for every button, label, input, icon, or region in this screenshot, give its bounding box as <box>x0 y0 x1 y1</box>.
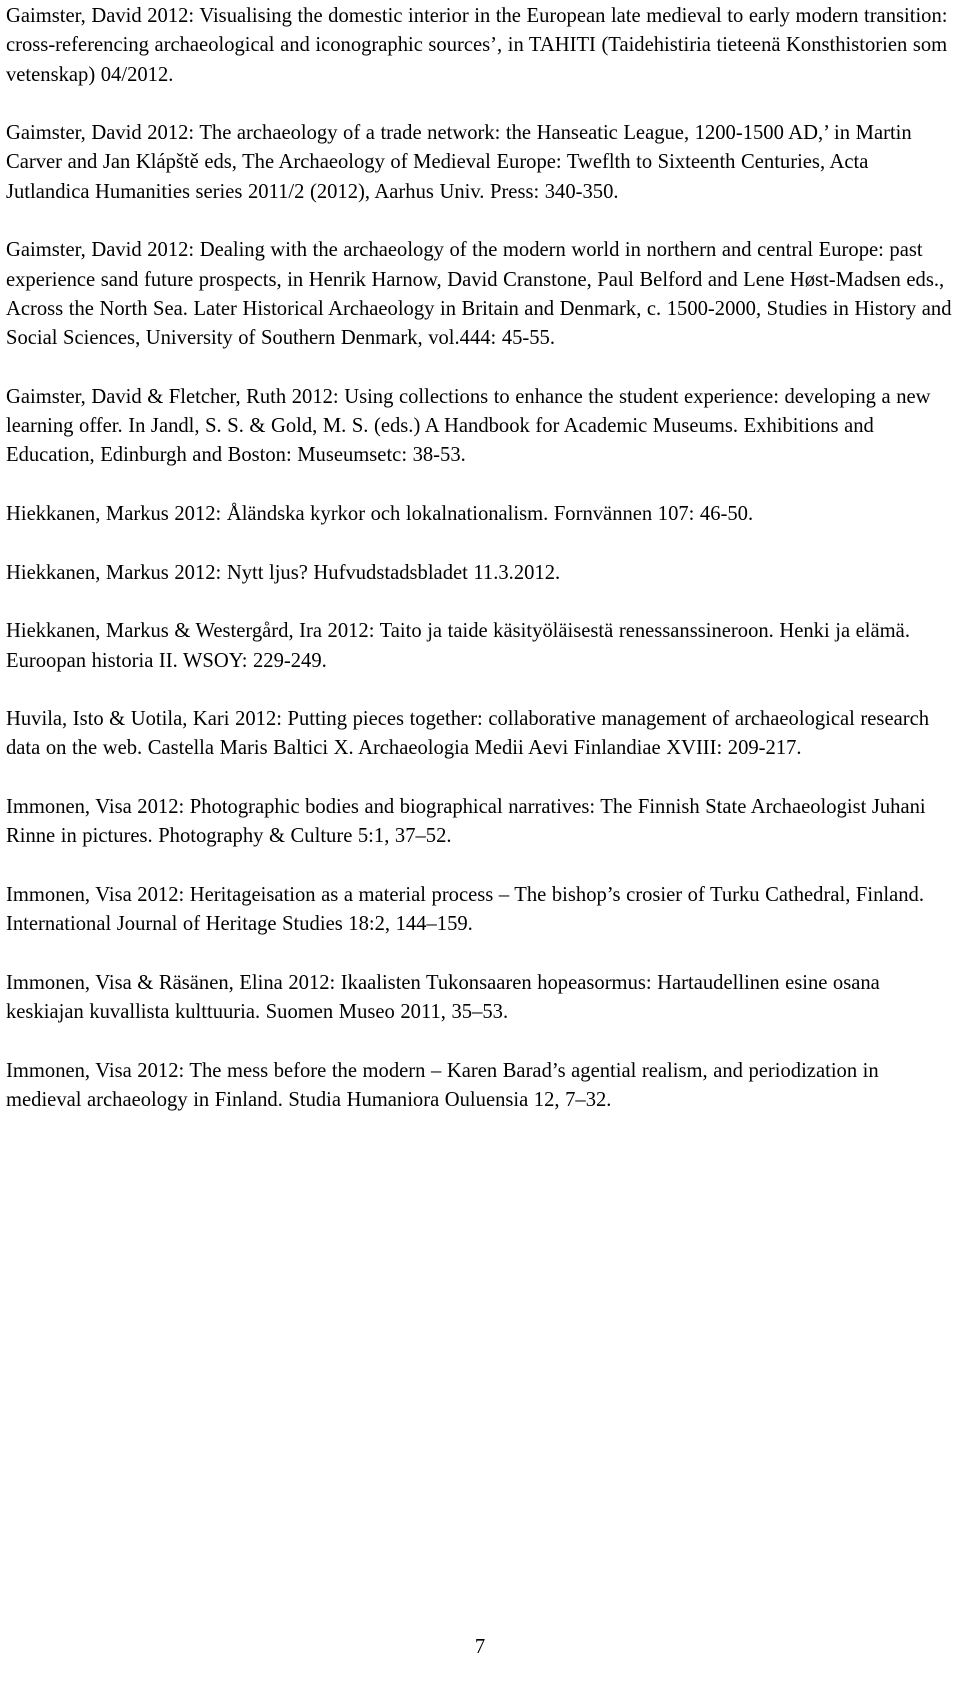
reference-entry: Gaimster, David & Fletcher, Ruth 2012: Using collections to enhance the student experience: developing a new learning offer. In Jandl, S. S. & Gold, M. S. (eds.) A Handbook for Academic Museums. Exhibitions and Education, Edinburgh and Boston: Museumsetc: 38-53. <box>6 385 931 467</box>
reference-entry: Hiekkanen, Markus 2012: Nytt ljus? Hufvudstadsbladet 11.3.2012. <box>6 561 561 584</box>
reference-entry: Hiekkanen, Markus 2012: Åländska kyrkor och lokalnationalism. Fornvännen 107: 46-50. <box>6 503 754 526</box>
reference-entry: Gaimster, David 2012: Dealing with the archaeology of the modern world in northern and central Europe: past experience sand future prospects, in Henrik Harnow, David Cranstone, Paul Belford and Lene Høst-Madsen eds., Across the North Sea. Later Historical Archaeology in Britain and Denmark, c. 1500-2000, Studies in History and Social Sciences, University of Southern Denmark, vol.444: 45-55. <box>6 239 952 350</box>
reference-entry: Gaimster, David 2012: Visualising the domestic interior in the European late medieval to early modern transition: cross-referencing archaeological and iconographic sources’, in TAHITI (Taidehistiria tieteenä Konsthistorien som vetenskap) 04/2012. <box>6 5 948 86</box>
reference-list <box>6 2 952 1145</box>
reference-entry: Gaimster, David 2012: The archaeology of a trade network: the Hanseatic League, 1200-1500 AD,’ in Martin Carver and Jan Klápště eds, The Archaeology of Medieval Europe: Tweflth to Sixteenth Centuries, Acta Jutlandica Humanities series 2011/2 (2012), Aarhus Univ. Press: 340-350. <box>6 122 912 203</box>
reference-entry: Huvila, Isto & Uotila, Kari 2012: Putting pieces together: collaborative management of archaeological research data on the web. Castella Maris Baltici X. Archaeologia Medii Aevi Finlandiae XVIII: 209-217. <box>6 708 930 760</box>
reference-entry: Immonen, Visa 2012: Heritageisation as a material process – The bishop’s crosier of Turku Cathedral, Finland. International Journal of Heritage Studies 18:2, 144–159. <box>6 883 924 936</box>
reference-entry: Hiekkanen, Markus & Westergård, Ira 2012: Taito ja taide käsityöläisestä renessanssineroon. Henki ja elämä. Euroopan historia II. WSOY: 229-249. <box>6 620 910 672</box>
reference-entry: Immonen, Visa & Räsänen, Elina 2012: Ikaalisten Tukonsaaren hopeasormus: Hartaudellinen esine osana keskiajan kuvallista kulttuuria. Suomen Museo 2011, 35–53. <box>6 971 880 1024</box>
page-number: 7 <box>474 1636 486 1658</box>
reference-entry: Immonen, Visa 2012: Photographic bodies and biographical narratives: The Finnish State Archaeologist Juhani Rinne in pictures. Photography & Culture 5:1, 37–52. <box>6 796 926 848</box>
reference-entry: Immonen, Visa 2012: The mess before the modern – Karen Barad’s agential realism, and periodization in medieval archaeology in Finland. Studia Humaniora Ouluensia 12, 7–32. <box>6 1059 879 1111</box>
